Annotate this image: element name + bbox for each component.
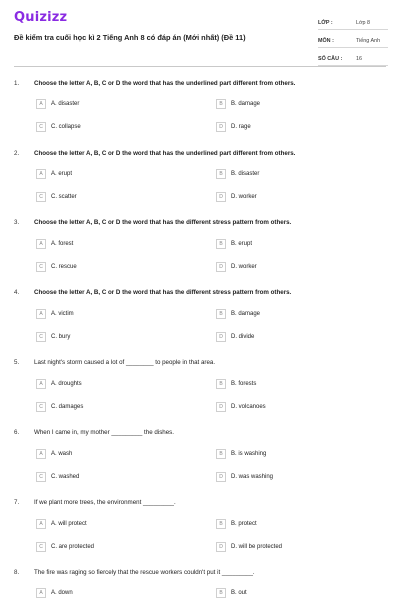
option-letter-box: A xyxy=(36,239,46,249)
option-text: D. rage xyxy=(231,123,251,130)
option-a[interactable] xyxy=(36,238,73,249)
option-letter-box: A xyxy=(36,99,46,109)
question-text: Choose the letter A, B, C or D the word that has the underlined part different from others. xyxy=(34,150,296,157)
option-d[interactable] xyxy=(216,121,251,132)
option-c[interactable] xyxy=(36,261,77,272)
meta-value: 16 xyxy=(356,56,362,62)
option-d[interactable] xyxy=(216,191,257,202)
option-letter-box: A xyxy=(36,588,46,598)
document-title: Đề kiểm tra cuối học kì 2 Tiếng Anh 8 có đáp án (Mới nhất) (Đề 11) xyxy=(14,33,246,42)
option-letter-box: B xyxy=(216,449,226,459)
option-d[interactable] xyxy=(216,471,273,482)
option-letter-box: C xyxy=(36,262,46,272)
question-number: 7. xyxy=(14,499,20,506)
meta-value: Lớp 8 xyxy=(356,20,371,26)
meta-panel xyxy=(318,12,388,66)
option-text: D. was washing xyxy=(231,473,274,480)
option-text: D. will be protected xyxy=(231,543,283,550)
option-letter-box: C xyxy=(36,332,46,342)
option-a[interactable] xyxy=(36,168,72,179)
option-a[interactable] xyxy=(36,587,73,598)
question-number: 3. xyxy=(14,219,20,226)
option-a[interactable] xyxy=(36,518,87,529)
option-text: A. wash xyxy=(51,450,73,457)
option-text: B. disaster xyxy=(231,170,260,177)
option-letter-box: A xyxy=(36,379,46,389)
option-letter-box: D xyxy=(216,542,226,552)
header-divider xyxy=(14,66,386,67)
option-c[interactable] xyxy=(36,471,79,482)
option-letter-box: B xyxy=(216,99,226,109)
option-d[interactable] xyxy=(216,261,257,272)
question-number: 6. xyxy=(14,429,20,436)
option-a[interactable] xyxy=(36,98,79,109)
meta-label: LỚP : xyxy=(318,20,333,26)
option-b[interactable] xyxy=(216,518,257,529)
option-text: A. forest xyxy=(51,240,74,247)
option-b[interactable] xyxy=(216,587,247,598)
option-text: C. bury xyxy=(51,333,71,340)
option-letter-box: A xyxy=(36,309,46,319)
option-text: D. worker xyxy=(231,263,257,270)
option-c[interactable] xyxy=(36,541,94,552)
question-number: 4. xyxy=(14,289,20,296)
quizizz-logo: Quizizz xyxy=(14,10,68,25)
option-text: B. damage xyxy=(231,310,261,317)
option-c[interactable] xyxy=(36,191,77,202)
option-letter-box: C xyxy=(36,192,46,202)
option-letter-box: B xyxy=(216,309,226,319)
option-text: A. erupt xyxy=(51,170,73,177)
option-letter-box: D xyxy=(216,262,226,272)
option-text: D. divide xyxy=(231,333,255,340)
option-c[interactable] xyxy=(36,331,70,342)
option-letter-box: B xyxy=(216,239,226,249)
option-text: A. disaster xyxy=(51,100,80,107)
option-a[interactable] xyxy=(36,378,82,389)
option-text: D. volcanoes xyxy=(231,403,266,410)
option-b[interactable] xyxy=(216,168,259,179)
question-text: Choose the letter A, B, C or D the word that has the different stress pattern from others. xyxy=(34,219,292,226)
meta-value: Tiếng Anh xyxy=(356,38,381,44)
question-text: The fire was raging so fiercely that the rescue workers couldn't put it _________. xyxy=(34,569,255,576)
option-letter-box: B xyxy=(216,169,226,179)
option-text: A. will protect xyxy=(51,520,87,527)
option-text: B. is washing xyxy=(231,450,267,457)
question-text: When I came in, my mother _________ the dishes. xyxy=(34,429,174,436)
meta-label: MÔN : xyxy=(318,38,334,44)
option-letter-box: A xyxy=(36,169,46,179)
question-number: 2. xyxy=(14,150,20,157)
meta-label: SỐ CÂU : xyxy=(318,56,343,62)
option-text: C. collapse xyxy=(51,123,81,130)
option-text: B. forests xyxy=(231,380,257,387)
option-text: C. are protected xyxy=(51,543,95,550)
option-text: C. damages xyxy=(51,403,84,410)
option-c[interactable] xyxy=(36,401,83,412)
option-b[interactable] xyxy=(216,448,266,459)
option-b[interactable] xyxy=(216,308,260,319)
option-text: B. erupt xyxy=(231,240,253,247)
option-d[interactable] xyxy=(216,401,266,412)
option-text: C. rescue xyxy=(51,263,77,270)
question-text: Last night's storm caused a lot of ________ to people in that area. xyxy=(34,359,216,366)
option-text: D. worker xyxy=(231,193,257,200)
option-a[interactable] xyxy=(36,308,74,319)
option-letter-box: D xyxy=(216,332,226,342)
option-b[interactable] xyxy=(216,378,256,389)
option-letter-box: D xyxy=(216,192,226,202)
option-letter-box: C xyxy=(36,122,46,132)
option-letter-box: D xyxy=(216,472,226,482)
option-text: A. victim xyxy=(51,310,74,317)
option-letter-box: B xyxy=(216,588,226,598)
option-text: C. washed xyxy=(51,473,80,480)
option-letter-box: C xyxy=(36,402,46,412)
option-b[interactable] xyxy=(216,238,252,249)
option-letter-box: B xyxy=(216,379,226,389)
option-text: B. protect xyxy=(231,520,257,527)
option-text: C. scatter xyxy=(51,193,77,200)
meta-row-subject xyxy=(318,30,388,48)
option-letter-box: D xyxy=(216,402,226,412)
option-letter-box: D xyxy=(216,122,226,132)
question-text: Choose the letter A, B, C or D the word that has the underlined part different from others. xyxy=(34,80,296,87)
question-number: 8. xyxy=(14,569,20,576)
option-letter-box: A xyxy=(36,449,46,459)
option-text: A. droughts xyxy=(51,380,82,387)
option-letter-box: A xyxy=(36,519,46,529)
option-text: A. down xyxy=(51,589,73,596)
option-letter-box: B xyxy=(216,519,226,529)
option-text: B. out xyxy=(231,589,247,596)
question-number: 5. xyxy=(14,359,20,366)
option-a[interactable] xyxy=(36,448,72,459)
meta-row-question-count xyxy=(318,48,388,66)
option-letter-box: C xyxy=(36,472,46,482)
option-d[interactable] xyxy=(216,331,254,342)
option-d[interactable] xyxy=(216,541,282,552)
option-text: B. damage xyxy=(231,100,261,107)
question-text: Choose the letter A, B, C or D the word that has the different stress pattern from others. xyxy=(34,289,292,296)
meta-row-class xyxy=(318,12,388,30)
option-b[interactable] xyxy=(216,98,260,109)
option-letter-box: C xyxy=(36,542,46,552)
question-text: If we plant more trees, the environment _________. xyxy=(34,499,176,506)
question-number: 1. xyxy=(14,80,20,87)
option-c[interactable] xyxy=(36,121,81,132)
